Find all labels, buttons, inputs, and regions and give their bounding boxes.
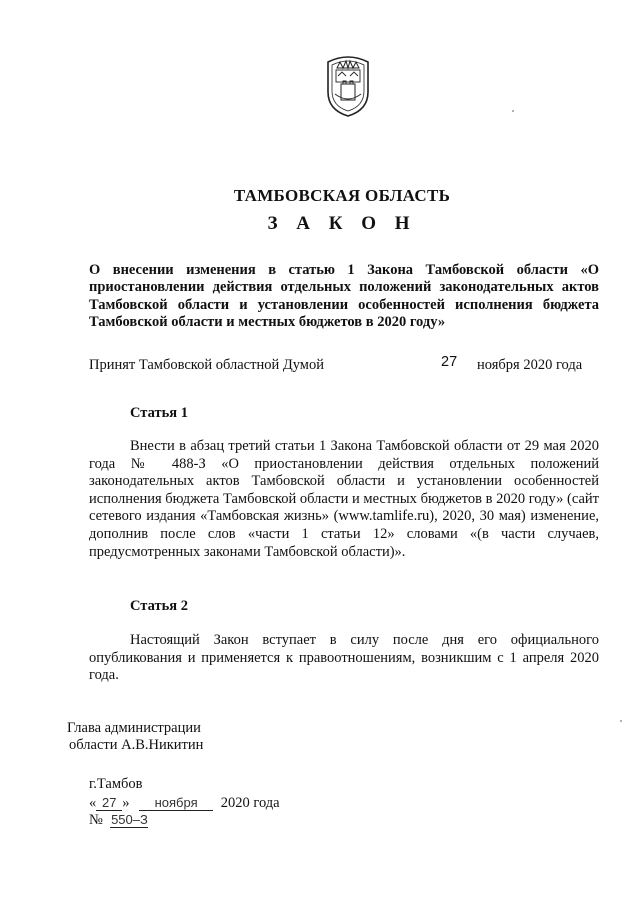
quote-open: « <box>89 795 97 811</box>
signing-date <box>89 795 280 812</box>
article-1-text: Внести в абзац третий статьи 1 Закона Тамбовской области от 29 мая 2020 года № 488-З «О приостановлении действия отдельных положений законодательных актов Тамбовской области и установлении особенностей исполнения бюджета Тамбовской области и местных бюджетов в 2020 году» (сайт сетевого издания «Тамбовская жизнь» (www.tamlife.ru), 2020, 30 мая) изменение, дополнив после слов «части 1 статьи 12» словами «(в части случаев, предусмотренных законами Тамбовской области)». <box>89 438 599 560</box>
signature-name: области А.В.Никитин <box>69 737 204 753</box>
signing-year: 2020 года <box>220 795 280 811</box>
quote-close: » <box>122 795 130 811</box>
law-number-value: 550–З <box>111 812 148 827</box>
scan-speck <box>620 720 622 722</box>
region-title: ТАМБОВСКАЯ ОБЛАСТЬ <box>233 186 451 205</box>
signature-title: Глава администрации <box>67 720 201 736</box>
adopted-day: 27 <box>441 354 458 370</box>
law-title: З А К О Н <box>267 213 417 234</box>
article-2-text: Настоящий Закон вступает в силу после дня его официального опубликования и применяется к правоотношениям, возникшим с 1 апреля 2020 года. <box>89 632 599 684</box>
signature-block <box>67 720 203 754</box>
signing-day: 27 <box>96 796 122 811</box>
adopted-label: Принят Тамбовской областной Думой <box>89 357 324 373</box>
city-label: г.Тамбов <box>89 776 143 792</box>
law-subject-heading: О внесении изменения в статью 1 Закона Тамбовской области «О приостановлении действия отдельных положений законодательных актов Тамбовской области и установлении особенностей исполнения бюджета Тамбовской области и местных бюджетов в 2020 году» <box>89 262 599 331</box>
signing-month: ноября <box>139 796 213 811</box>
law-number <box>89 812 148 829</box>
number-sign: № <box>89 812 103 828</box>
article-2-heading: Статья 2 <box>130 598 188 614</box>
adopted-date: ноября 2020 года <box>477 357 583 373</box>
article-1-heading: Статья 1 <box>130 405 188 421</box>
coat-of-arms-emblem <box>322 48 374 118</box>
scan-speck <box>512 110 514 112</box>
